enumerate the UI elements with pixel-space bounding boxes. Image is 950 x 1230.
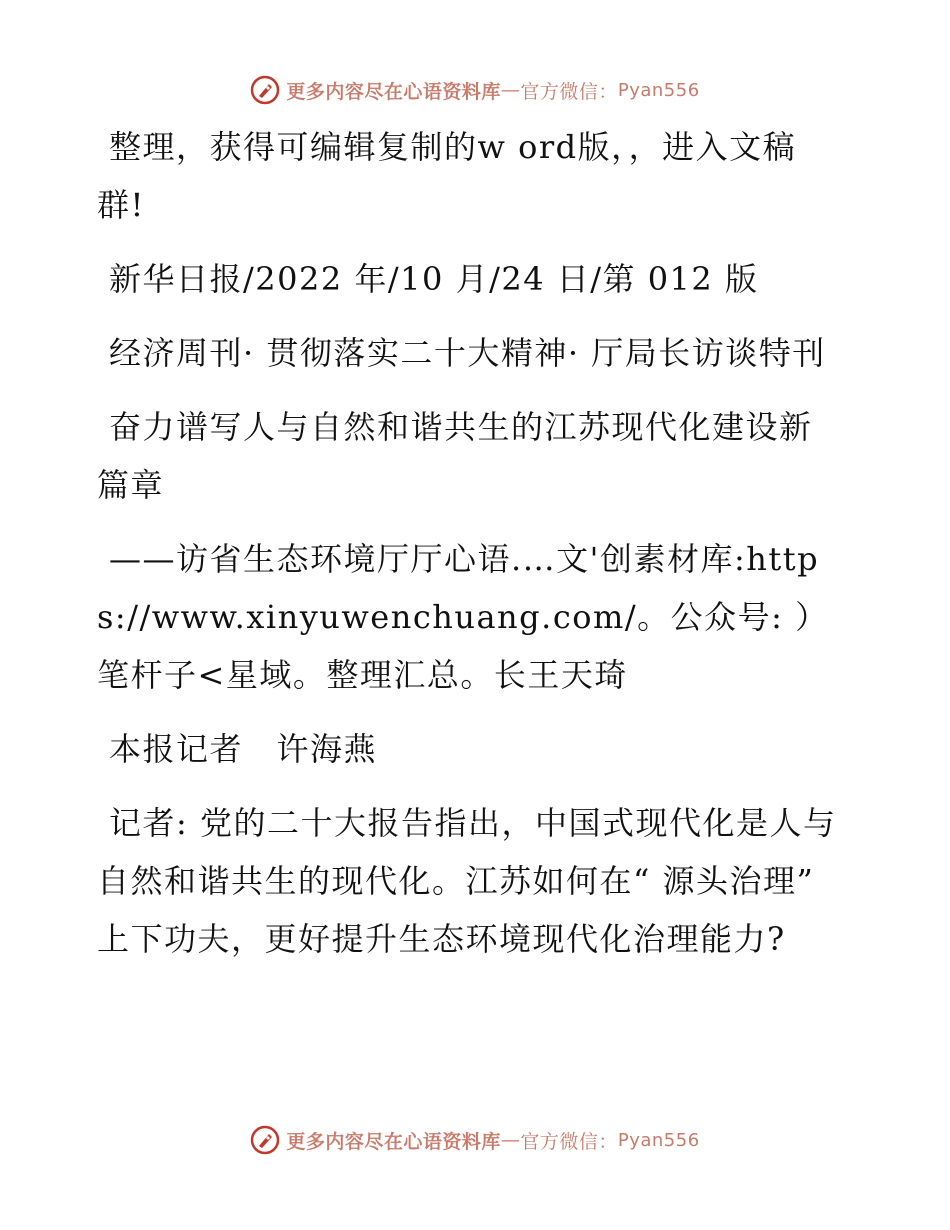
header-watermark: [0, 70, 950, 110]
pen-nib-icon: [250, 75, 280, 105]
section-line: 经济周刊· 贯彻落实二十大精神· 厅局长访谈特刊: [109, 334, 826, 372]
footer-watermark: [0, 1120, 950, 1160]
question-paragraph: 记者: 党的二十大报告指出，中国式现代化是人与自然和谐共生的现代化。江苏如何在“ 源头治理” 上下功夫，更好提升生态环境现代化治理能力?: [97, 804, 837, 958]
article-title: 奋力谱写人与自然和谐共生的江苏现代化建设新篇章: [97, 408, 813, 504]
watermark-account: Pyan556: [617, 79, 700, 101]
watermark-brand: 更多内容尽在心语资料库: [286, 1130, 501, 1153]
article-subtitle: ——访省生态环境厅厅心语.…文'创素材库:https://www.xinyuwenchuang.com/。公众号: ）笔杆子<星域。整理汇总。长王天琦: [97, 540, 829, 694]
watermark-account: Pyan556: [617, 1129, 700, 1151]
watermark-wechat-label: 官方微信：: [520, 1130, 618, 1153]
byline: 本报记者 许海燕: [109, 730, 378, 768]
watermark-separator: —: [500, 79, 521, 101]
pen-nib-icon: [250, 1125, 280, 1155]
watermark-wechat-label: 官方微信：: [520, 80, 618, 103]
watermark-brand: 更多内容尽在心语资料库: [286, 80, 501, 103]
source-line: 新华日报/2022 年/10 月/24 日/第 012 版: [109, 260, 759, 298]
intro-paragraph: 整理，获得可编辑复制的w ord版，，进入文稿群!: [97, 128, 797, 224]
document-body: [97, 118, 837, 968]
watermark-separator: —: [500, 1129, 521, 1151]
